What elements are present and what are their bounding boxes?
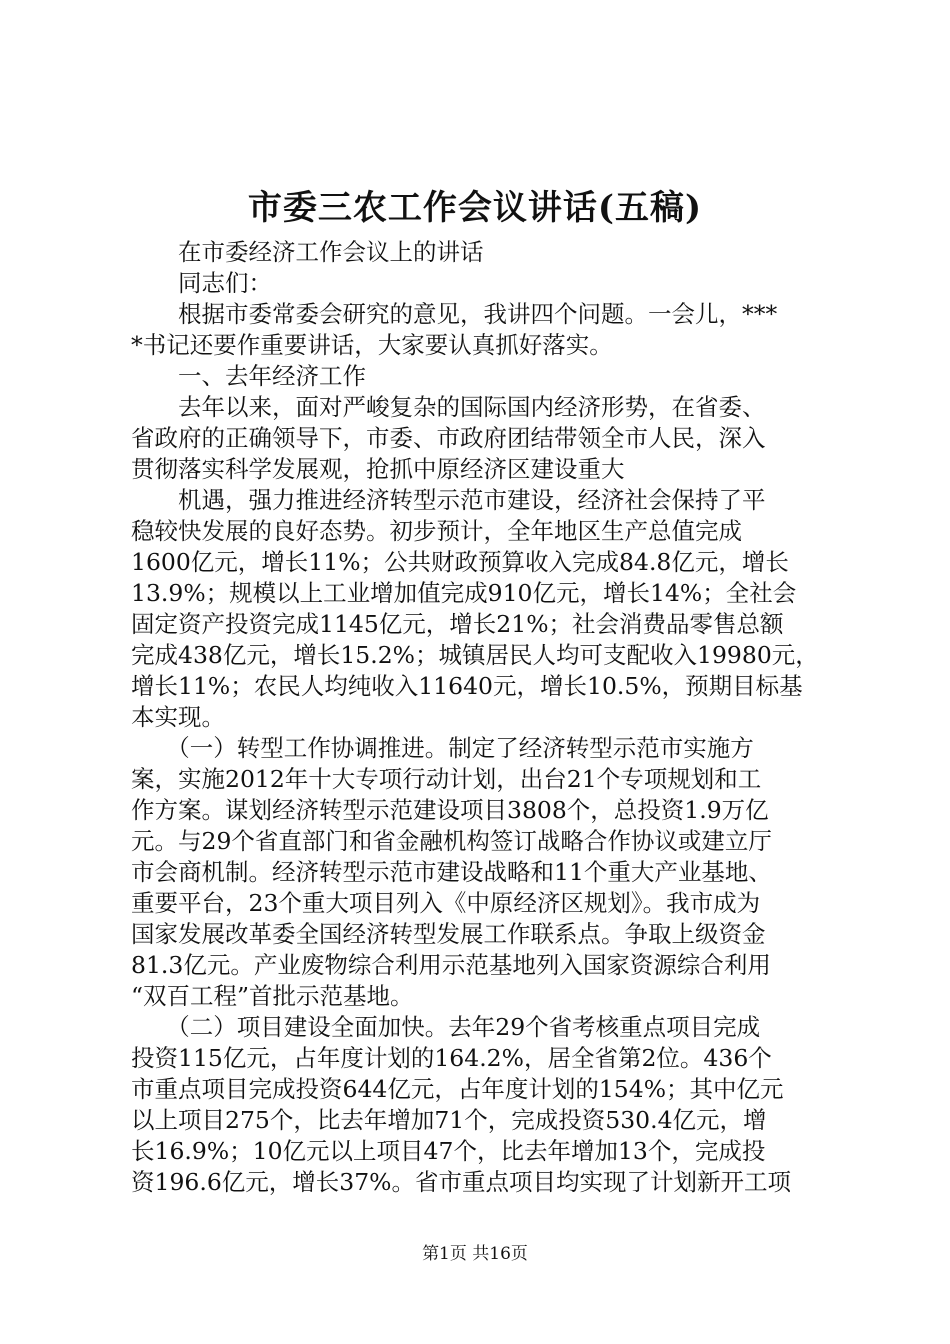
text-line: 稳较快发展的良好态势。初步预计，全年地区生产总值完成 xyxy=(131,517,742,545)
text-line: 元。与29个省直部门和省金融机构签订战略合作协议或建立厅 xyxy=(131,827,772,855)
text-line: 在市委经济工作会议上的讲话 xyxy=(131,238,484,266)
text-line: （一）转型工作协调推进。制定了经济转型示范市实施方 xyxy=(131,734,754,762)
text-line: 案，实施2012年十大专项行动计划，出台21个专项规划和工 xyxy=(131,765,762,793)
document-body xyxy=(131,237,831,1198)
document-title: 市委三农工作会议讲话(五稿) xyxy=(247,188,703,228)
text-line: 去年以来，面对严峻复杂的国际国内经济形势，在省委、 xyxy=(131,393,766,421)
text-line: 增长11%；农民人均纯收入11640元，增长10.5%，预期目标基 xyxy=(131,672,803,700)
text-line: 13.9%；规模以上工业增加值完成910亿元，增长14%；全社会 xyxy=(131,579,797,607)
text-line: 固定资产投资完成1145亿元，增长21%；社会消费品零售总额 xyxy=(131,610,784,638)
text-line: 投资115亿元，占年度计划的164.2%，居全省第2位。436个 xyxy=(131,1044,772,1072)
text-line: 一、去年经济工作 xyxy=(131,362,366,390)
text-line: 贯彻落实科学发展观，抢抓中原经济区建设重大 xyxy=(131,455,625,483)
text-line: 机遇，强力推进经济转型示范市建设，经济社会保持了平 xyxy=(131,486,766,514)
text-line: 资196.6亿元，增长37%。省市重点项目均实现了计划新开工项 xyxy=(131,1168,792,1196)
text-line: 长16.9%；10亿元以上项目47个，比去年增加13个，完成投 xyxy=(131,1137,766,1165)
text-line: *书记还要作重要讲话，大家要认真抓好落实。 xyxy=(131,331,613,359)
page-footer: 第1页 共16页 xyxy=(422,1244,528,1264)
text-line: “双百工程”首批示范基地。 xyxy=(131,982,414,1010)
text-line: 81.3亿元。产业废物综合利用示范基地列入国家资源综合利用 xyxy=(131,951,771,979)
text-line: 市重点项目完成投资644亿元，占年度计划的154%；其中亿元 xyxy=(131,1075,784,1103)
text-line: （二）项目建设全面加快。去年29个省考核重点项目完成 xyxy=(131,1013,761,1041)
text-line: 根据市委常委会研究的意见，我讲四个问题。一会儿，*** xyxy=(131,300,778,328)
text-line: 本实现。 xyxy=(131,703,225,731)
text-line: 同志们： xyxy=(131,269,272,297)
text-line: 国家发展改革委全国经济转型发展工作联系点。争取上级资金 xyxy=(131,920,766,948)
text-line: 市会商机制。经济转型示范市建设战略和11个重大产业基地、 xyxy=(131,858,772,886)
text-line: 重要平台，23个重大项目列入《中原经济区规划》。我市成为 xyxy=(131,889,761,917)
text-line: 作方案。谋划经济转型示范建设项目3808个，总投资1.9万亿 xyxy=(131,796,769,824)
text-line: 省政府的正确领导下，市委、市政府团结带领全市人民，深入 xyxy=(131,424,766,452)
text-line: 以上项目275个，比去年增加71个，完成投资530.4亿元，增 xyxy=(131,1106,767,1134)
text-line: 完成438亿元，增长15.2%；城镇居民人均可支配收入19980元， xyxy=(131,641,819,669)
text-line: 1600亿元，增长11%；公共财政预算收入完成84.8亿元，增长 xyxy=(131,548,789,576)
